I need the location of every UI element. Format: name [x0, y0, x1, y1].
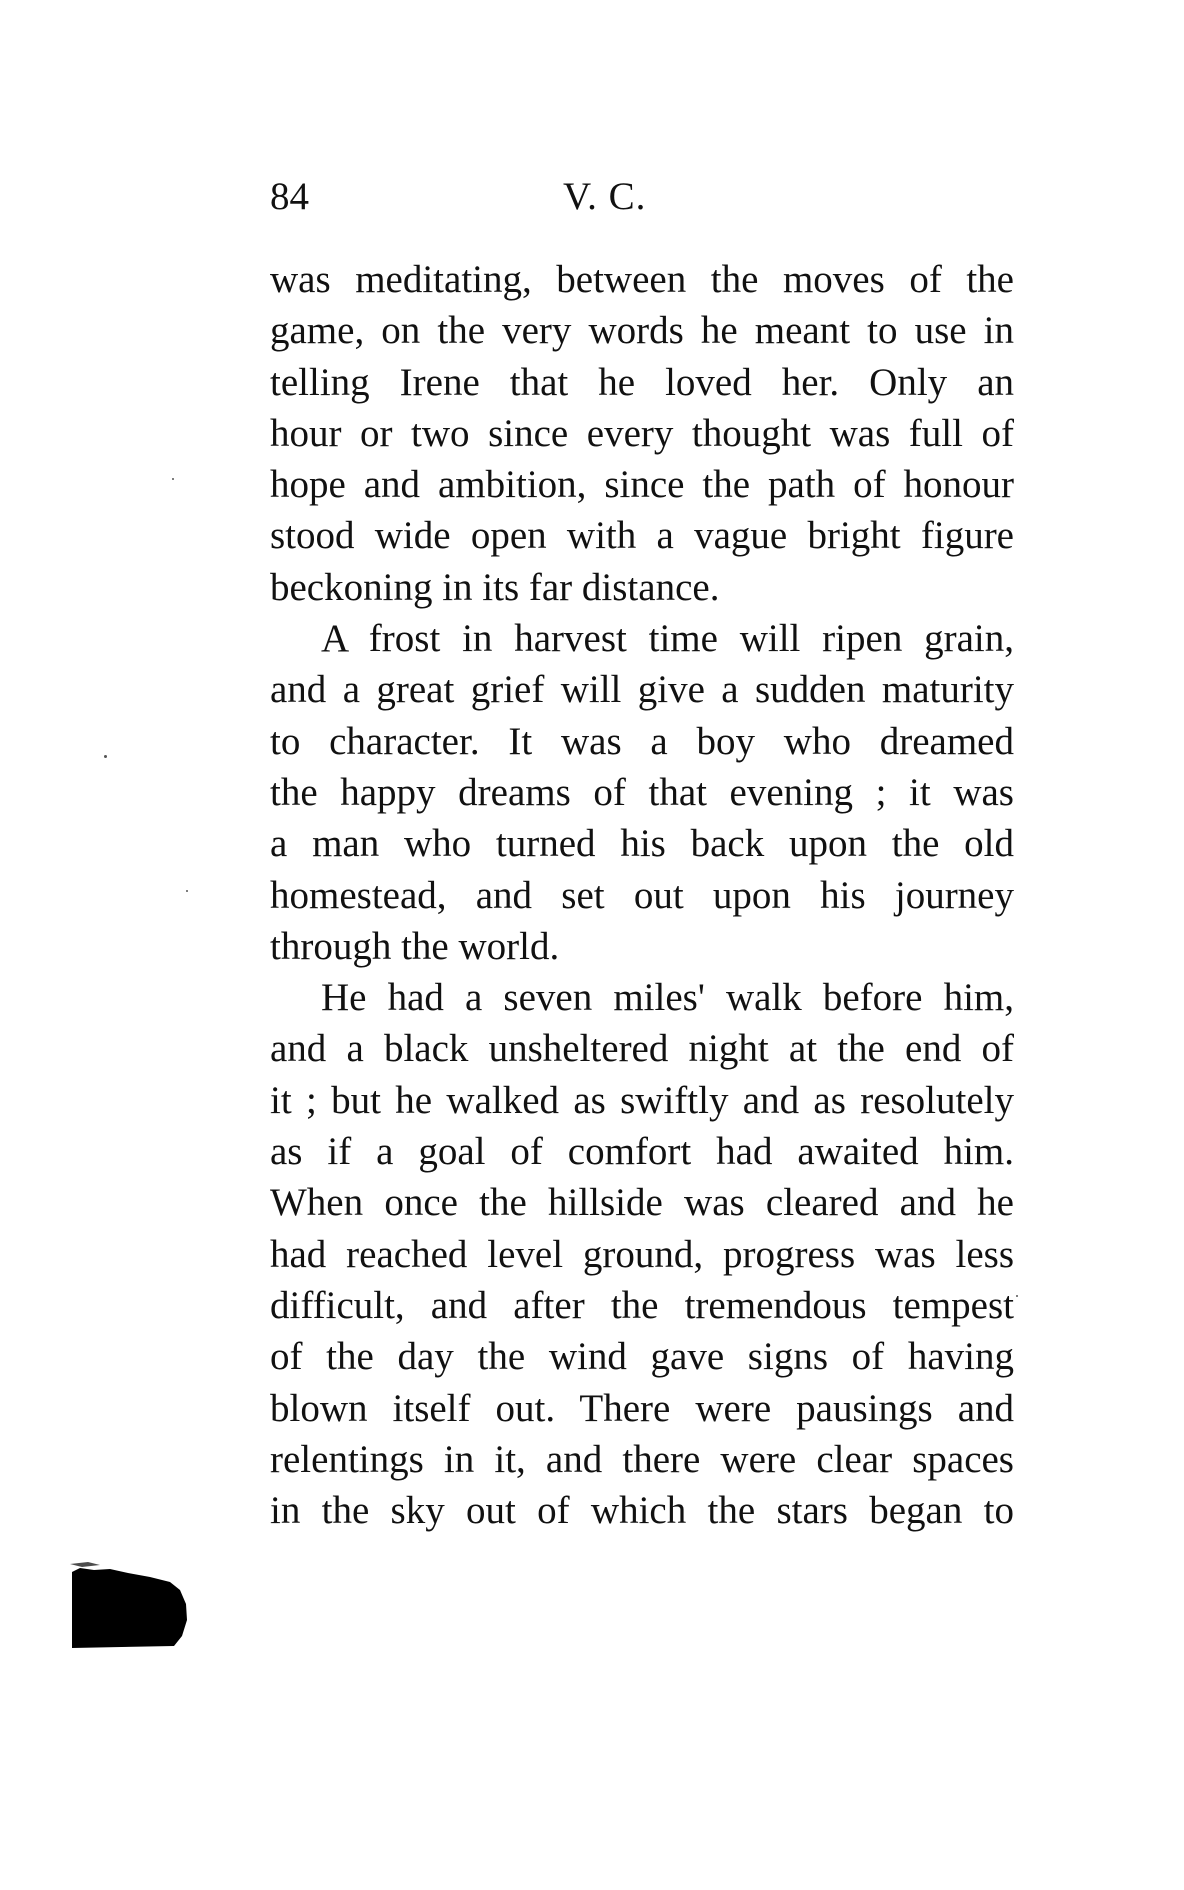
text-line: difficult, and after the tremendous tempest	[270, 1283, 1014, 1327]
text-line: He had a seven miles' walk before him,	[321, 976, 1014, 1020]
text-line: A frost in harvest time will ripen grain,	[321, 617, 1014, 661]
text-line: a man who turned his back upon the old	[270, 822, 1014, 866]
text-line: hour or two since every thought was full of	[270, 411, 1014, 455]
scan-speck	[1016, 1295, 1018, 1297]
text-line: and a great grief will give a sudden maturity	[270, 668, 1014, 712]
scan-speck	[104, 755, 107, 758]
text-line: beckoning in its far distance.	[270, 565, 720, 609]
text-line: the happy dreams of that evening ; it was	[270, 770, 1014, 814]
text-line: hope and ambition, since the path of honour	[270, 463, 1014, 507]
scan-speck	[186, 890, 188, 892]
page-number: 84	[270, 175, 309, 218]
text-line: through the world.	[270, 924, 560, 968]
text-line: homestead, and set out upon his journey	[270, 873, 1014, 917]
running-title: V. C.	[563, 175, 647, 218]
text-line: it ; but he walked as swiftly and as resolutely	[270, 1078, 1014, 1122]
running-head	[270, 172, 1014, 222]
ink-blot	[70, 1556, 189, 1652]
text-line: to character. It was a boy who dreamed	[270, 719, 1014, 763]
text-line: as if a goal of comfort had awaited him.	[270, 1130, 1014, 1174]
text-line: game, on the very words he meant to use in	[270, 309, 1014, 353]
text-line: had reached level ground, progress was less	[270, 1232, 1014, 1276]
text-line: stood wide open with a vague bright figure	[270, 514, 1014, 558]
body-text	[270, 254, 1014, 1536]
text-line: blown itself out. There were pausings and	[270, 1386, 1014, 1430]
text-line: and a black unsheltered night at the end of	[270, 1027, 1014, 1071]
text-line: was meditating, between the moves of the	[270, 258, 1014, 301]
text-line: relentings in it, and there were clear spaces	[270, 1437, 1014, 1481]
text-line: telling Irene that he loved her. Only an	[270, 360, 1014, 404]
text-line: When once the hillside was cleared and he	[270, 1181, 1014, 1225]
text-line: of the day the wind gave signs of having	[270, 1335, 1014, 1379]
text-line: in the sky out of which the stars began to	[270, 1489, 1014, 1533]
scan-speck	[172, 478, 174, 480]
